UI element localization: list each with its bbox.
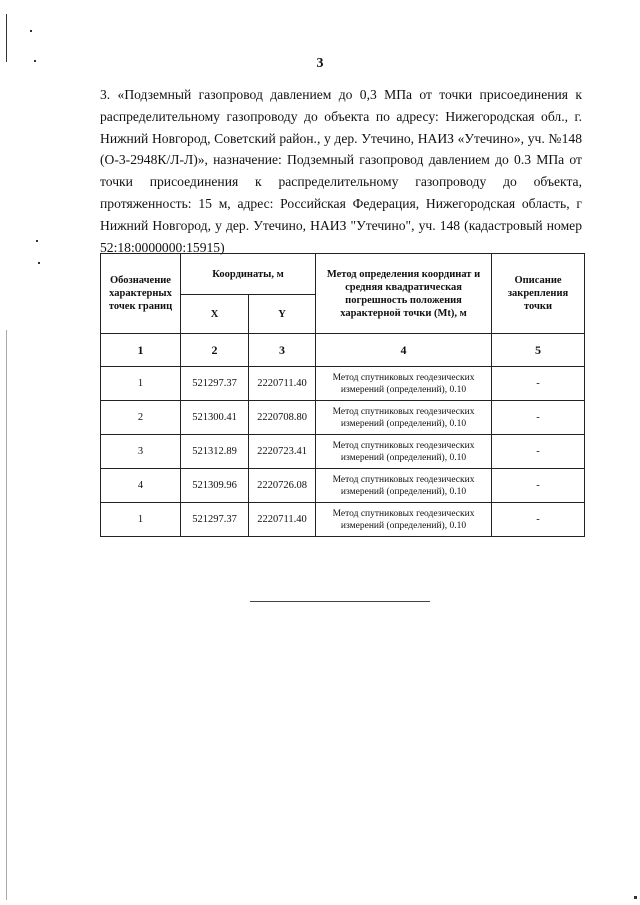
cell-x: 521297.37 [181, 367, 249, 401]
cell-x: 521300.41 [181, 401, 249, 435]
cell-method: Метод спутниковых геодезических измерений (определений), 0.10 [316, 435, 492, 469]
header-method: Метод определения координат и средняя квадратическая погрешность положения характерной точки (Mt), м [316, 254, 492, 334]
scan-artifact-bar [6, 330, 7, 900]
cell-point: 1 [101, 503, 181, 537]
table-row [101, 435, 585, 469]
header-y: Y [249, 295, 316, 334]
cell-fixing: - [492, 435, 585, 469]
header-x: X [181, 295, 249, 334]
cell-point: 2 [101, 401, 181, 435]
cell-method: Метод спутниковых геодезических измерений (определений), 0.10 [316, 401, 492, 435]
cell-y: 2220708.80 [249, 401, 316, 435]
cell-y: 2220723.41 [249, 435, 316, 469]
cell-x: 521297.37 [181, 503, 249, 537]
cell-x: 521312.89 [181, 435, 249, 469]
table-row [101, 367, 585, 401]
table-row [101, 469, 585, 503]
scan-artifact-dot [634, 896, 637, 899]
column-number: 3 [249, 334, 316, 367]
column-number: 1 [101, 334, 181, 367]
cell-y: 2220711.40 [249, 367, 316, 401]
scan-artifact-dot [38, 262, 40, 264]
table-row [101, 503, 585, 537]
cell-y: 2220726.08 [249, 469, 316, 503]
coordinates-table [100, 253, 585, 537]
header-coords: Координаты, м [181, 254, 316, 295]
page-number: 3 [316, 56, 324, 71]
cell-method: Метод спутниковых геодезических измерений (определений), 0.10 [316, 469, 492, 503]
column-number: 5 [492, 334, 585, 367]
end-of-section-divider [250, 601, 430, 602]
object-description-paragraph: 3. «Подземный газопровод давлением до 0,3 МПа от точки присоединения к распределительному газопроводу до объекта по адресу: Нижегородская обл., г. Нижний Новгород, Советский район., у дер. Утечино, НАИЗ «Утечино», уч. №148 (О-3-2948К/Л-Л)», назначение: Подземный газопровод давлением до 0.3 МПа от точки присоединения к распределительному газопроводу до объекта, протяженность: 15 м, адрес: Российская Федерация, Нижегородская область, г Нижний Новгород, у дер. Утечино, НАИЗ "Утечино", уч. 148 (кадастровый номер 52:18:0000000:15915) [100, 87, 582, 255]
table-row [101, 401, 585, 435]
scan-artifact-dot [36, 240, 38, 242]
cell-fixing: - [492, 367, 585, 401]
cell-point: 3 [101, 435, 181, 469]
header-point: Обозначение характерных точек границ [101, 254, 181, 334]
cell-fixing: - [492, 401, 585, 435]
column-number: 2 [181, 334, 249, 367]
column-number: 4 [316, 334, 492, 367]
scan-artifact-bar [6, 14, 7, 62]
column-number-row [101, 334, 585, 367]
scan-artifact-dot [30, 30, 32, 32]
cell-method: Метод спутниковых геодезических измерений (определений), 0.10 [316, 367, 492, 401]
header-fixing: Описание закрепления точки [492, 254, 585, 334]
cell-fixing: - [492, 503, 585, 537]
cell-point: 4 [101, 469, 181, 503]
cell-method: Метод спутниковых геодезических измерений (определений), 0.10 [316, 503, 492, 537]
cell-y: 2220711.40 [249, 503, 316, 537]
cell-x: 521309.96 [181, 469, 249, 503]
cell-point: 1 [101, 367, 181, 401]
cell-fixing: - [492, 469, 585, 503]
